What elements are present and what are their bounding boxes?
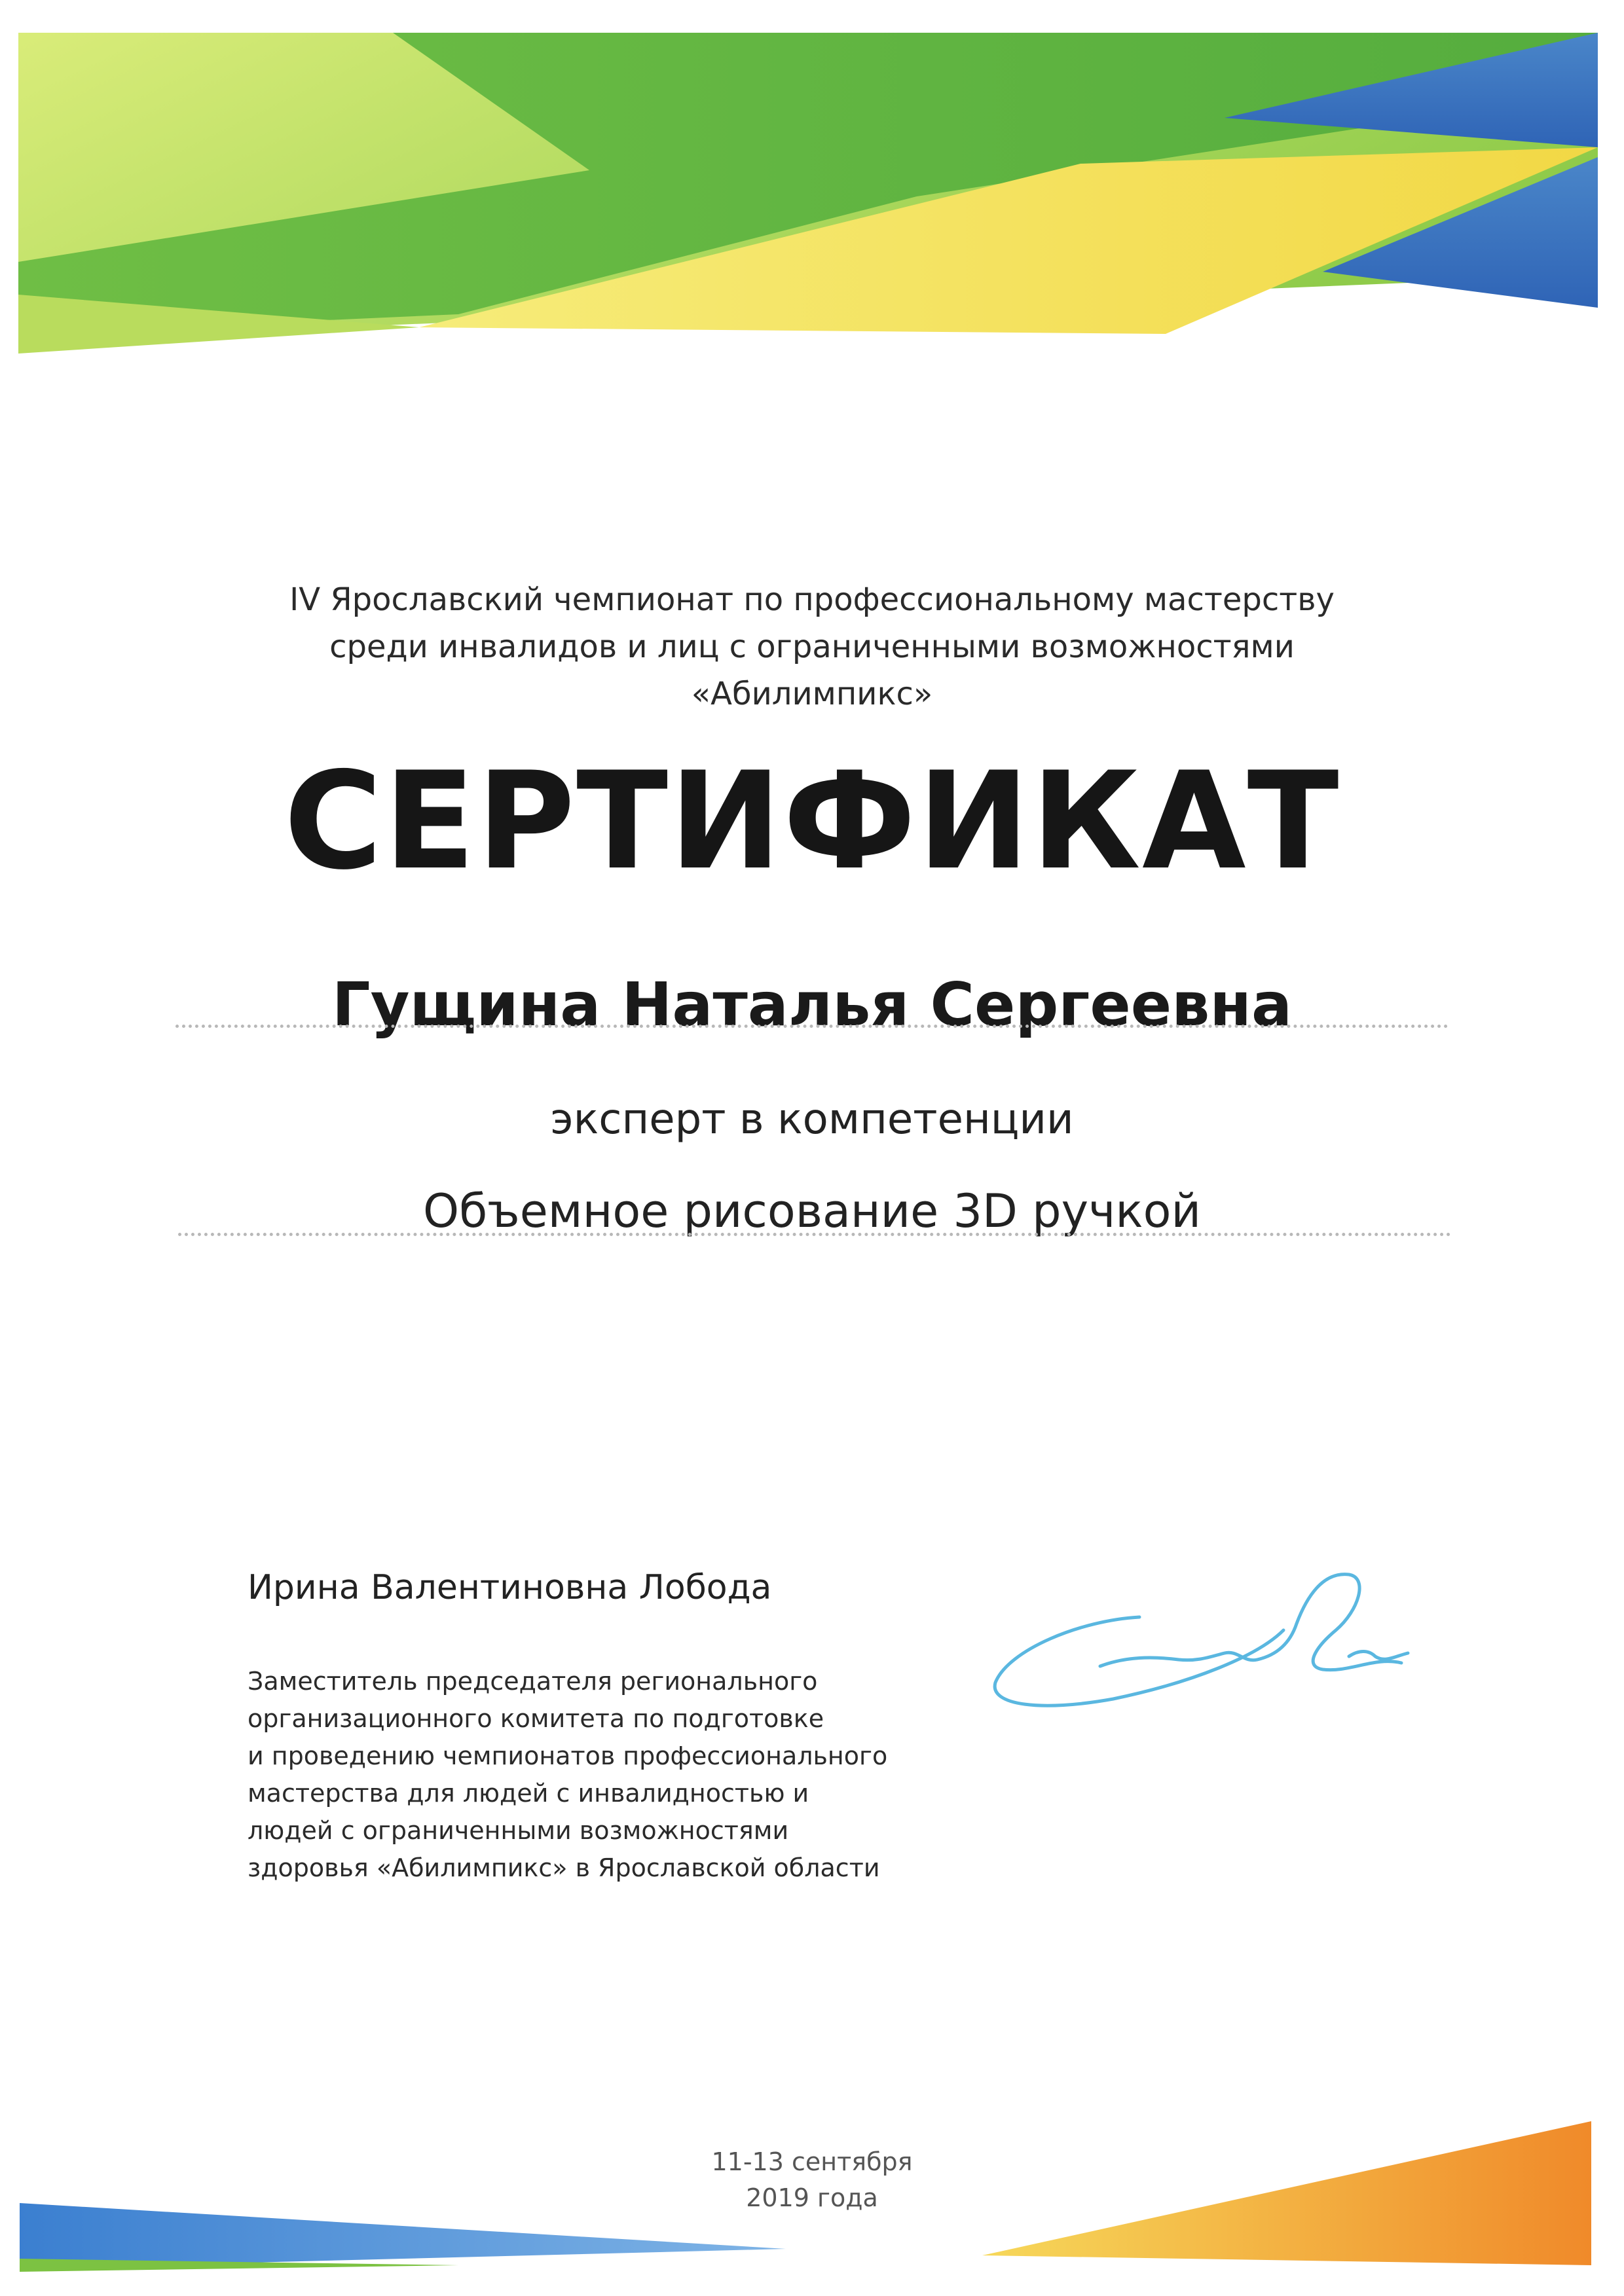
role-text: эксперт в компетенции (550, 1095, 1074, 1144)
signer-position-line: и проведению чемпионатов профессионального (248, 1741, 888, 1770)
recipient-name: Гущина Наталья Сергеевна (331, 970, 1293, 1040)
header-line-1: IV Ярославский чемпионат по профессиональному мастерству (289, 581, 1335, 618)
signer-position-line: организационного комитета по подготовке (248, 1704, 824, 1733)
top-decorative-banner (0, 0, 1624, 367)
signer-position-line: здоровья «Абилимпикс» в Ярославской области (248, 1853, 880, 1882)
bottom-decorative-band (0, 2108, 1624, 2296)
signer-position-line: Заместитель председателя регионального (248, 1667, 818, 1696)
signer-position-line: мастерства для людей с инвалидностью и (248, 1779, 809, 1808)
event-date-year: 2019 года (746, 2183, 878, 2212)
competence-name: Объемное рисование 3D ручкой (423, 1184, 1201, 1238)
championship-header (0, 576, 1624, 718)
signer-position (248, 1663, 1033, 1887)
recipient-dotted-line (175, 1025, 1449, 1028)
certificate-title: СЕРТИФИКАТ (284, 744, 1340, 900)
header-line-2: среди инвалидов и лиц с ограниченными возможностями (329, 629, 1295, 665)
competence-dotted-line (178, 1233, 1451, 1236)
header-line-3: «Абилимпикс» (691, 676, 933, 712)
signer-name: Ирина Валентиновна Лобода (248, 1568, 772, 1607)
handwritten-signature (982, 1558, 1441, 1728)
signer-position-line: людей с ограниченными возможностями (248, 1816, 789, 1845)
event-date-days: 11-13 сентября (711, 2147, 913, 2176)
